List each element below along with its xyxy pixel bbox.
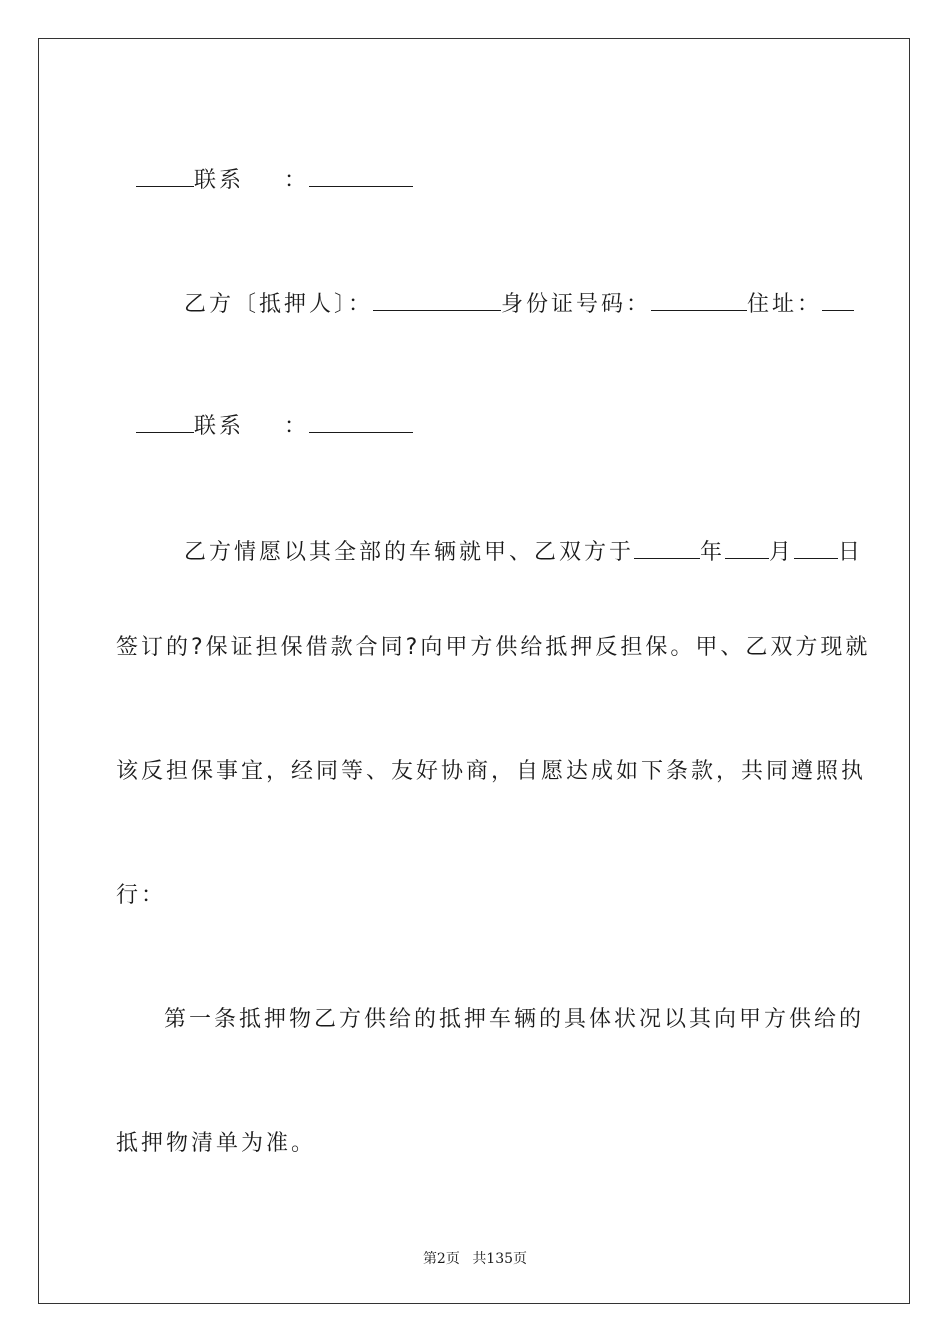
paragraph-1-line-1 [164, 510, 863, 567]
address-field[interactable] [822, 290, 854, 311]
month-field[interactable] [725, 538, 769, 559]
contact-label: 联系 [194, 414, 245, 439]
paragraph-2-line-2: 抵押物清单为准。 [116, 1131, 317, 1156]
paragraph-2-line-1: 第一条抵押物乙方供给的抵押车辆的具体状况以其向甲方供给的 [164, 1007, 865, 1032]
contact-line-1 [116, 138, 413, 195]
party-b-line [164, 262, 854, 319]
blank-field[interactable] [136, 412, 194, 433]
day-label: 日 [838, 540, 864, 565]
page-footer [0, 1248, 950, 1268]
contact-line-2 [116, 384, 413, 441]
para1-text: 乙方情愿以其全部的车辆就甲、乙双方于 [184, 540, 635, 565]
blank-field[interactable] [136, 166, 194, 187]
paragraph-1-line-2: 签订的?保证担保借款合同?向甲方供给抵押反担保。甲、乙双方现就 [116, 635, 871, 660]
address-label: 住址： [747, 292, 823, 317]
paragraph-1-line-3: 该反担保事宜，经同等、友好协商，自愿达成如下条款，共同遵照执 [116, 759, 867, 784]
colon: ： [284, 414, 310, 439]
year-field[interactable] [634, 538, 700, 559]
colon: ： [284, 168, 310, 193]
year-label: 年 [700, 540, 726, 565]
page-total: 共135页 [472, 1251, 528, 1267]
id-label: 身份证号码： [501, 292, 652, 317]
page-border [38, 38, 910, 1304]
month-label: 月 [769, 540, 795, 565]
party-b-name-field[interactable] [373, 290, 501, 311]
day-field[interactable] [794, 538, 838, 559]
paragraph-1-line-4: 行： [116, 883, 167, 908]
party-b-label: 乙方〔抵押人〕： [184, 292, 374, 317]
contact-label: 联系 [194, 168, 245, 193]
contact-field[interactable] [309, 412, 413, 433]
id-number-field[interactable] [651, 290, 747, 311]
contact-field[interactable] [309, 166, 413, 187]
page-number: 第2页 [422, 1251, 460, 1267]
